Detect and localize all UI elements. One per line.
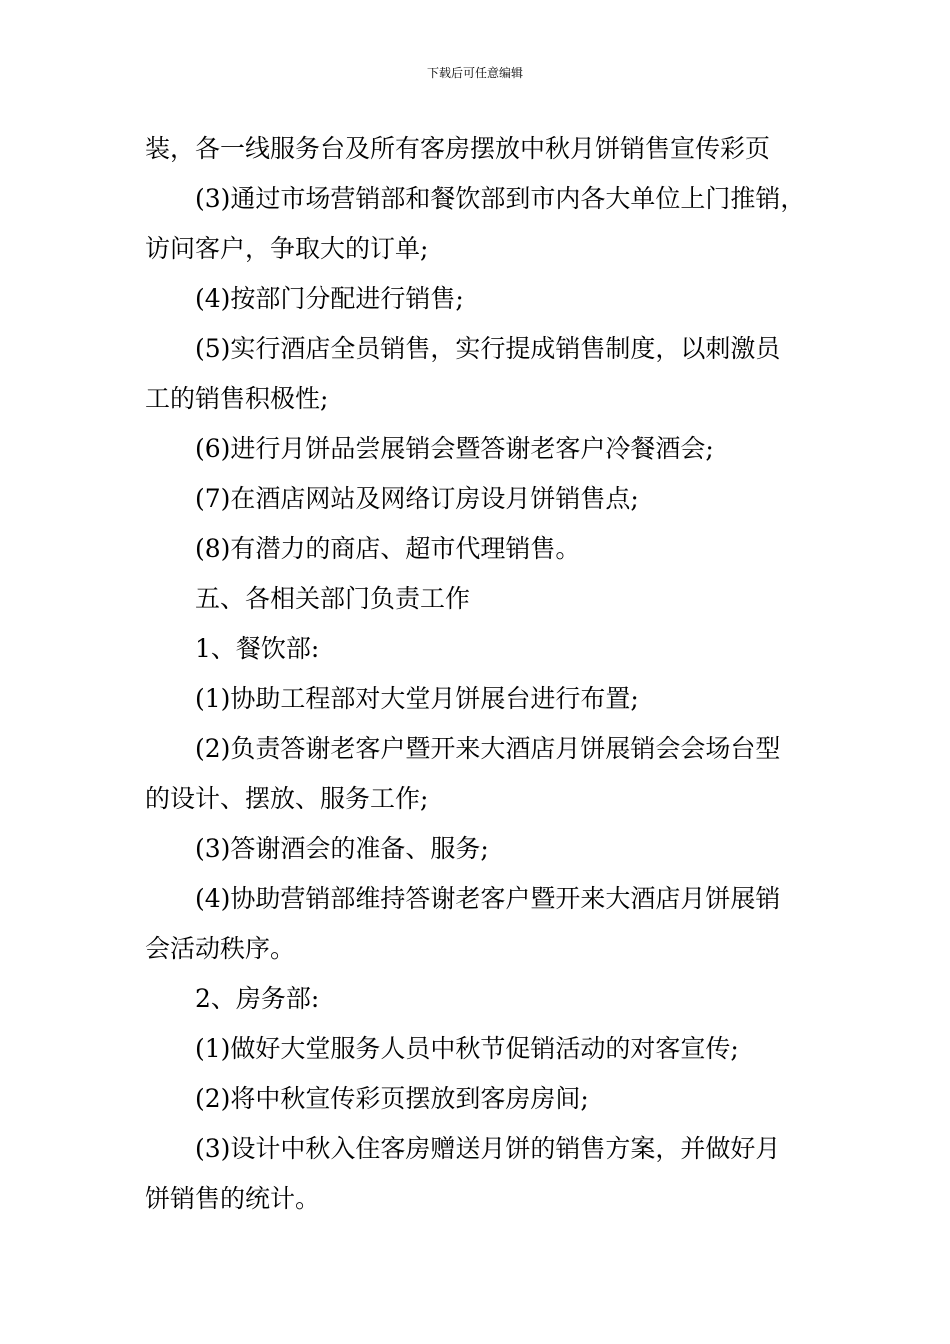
body-line: (3)答谢酒会的准备、服务; xyxy=(195,834,489,863)
body-line: (7)在酒店网站及网络订房设月饼销售点; xyxy=(195,484,639,513)
body-line: 的设计、摆放、服务工作; xyxy=(145,784,429,813)
body-line: (4)按部门分配进行销售; xyxy=(195,284,464,313)
body-line: (2)负责答谢老客户暨开来大酒店月饼展销会会场台型 xyxy=(195,734,781,763)
body-line: 工的销售积极性; xyxy=(145,384,329,413)
body-line: 访问客户，争取大的订单; xyxy=(145,234,429,263)
body-line: (6)进行月饼品尝展销会暨答谢老客户冷餐酒会; xyxy=(195,434,714,463)
body-line: 会活动秩序。 xyxy=(145,934,296,963)
body-line: (4)协助营销部维持答谢老客户暨开来大酒店月饼展销 xyxy=(195,884,781,913)
body-line: (3)设计中秋入住客房赠送月饼的销售方案，并做好月 xyxy=(195,1134,781,1163)
subsection-heading: 1、餐饮部: xyxy=(195,634,320,663)
body-line: 饼销售的统计。 xyxy=(145,1184,321,1213)
body-line: (3)通过市场营销部和餐饮部到市内各大单位上门推销， xyxy=(195,184,806,213)
body-line: (8)有潜力的商店、超市代理销售。 xyxy=(195,534,581,563)
document-body xyxy=(145,124,825,1224)
body-line: (1)做好大堂服务人员中秋节促销活动的对客宣传; xyxy=(195,1034,739,1063)
subsection-heading: 2、房务部: xyxy=(195,984,320,1013)
page-header: 下载后可任意编辑 xyxy=(426,66,523,80)
body-line: 装，各一线服务台及所有客房摆放中秋月饼销售宣传彩页 xyxy=(145,134,771,163)
body-line: (2)将中秋宣传彩页摆放到客房房间; xyxy=(195,1084,589,1113)
section-heading: 五、各相关部门负责工作 xyxy=(195,584,471,613)
body-line: (1)协助工程部对大堂月饼展台进行布置; xyxy=(195,684,639,713)
body-line: (5)实行酒店全员销售，实行提成销售制度，以刺激员 xyxy=(195,334,781,363)
